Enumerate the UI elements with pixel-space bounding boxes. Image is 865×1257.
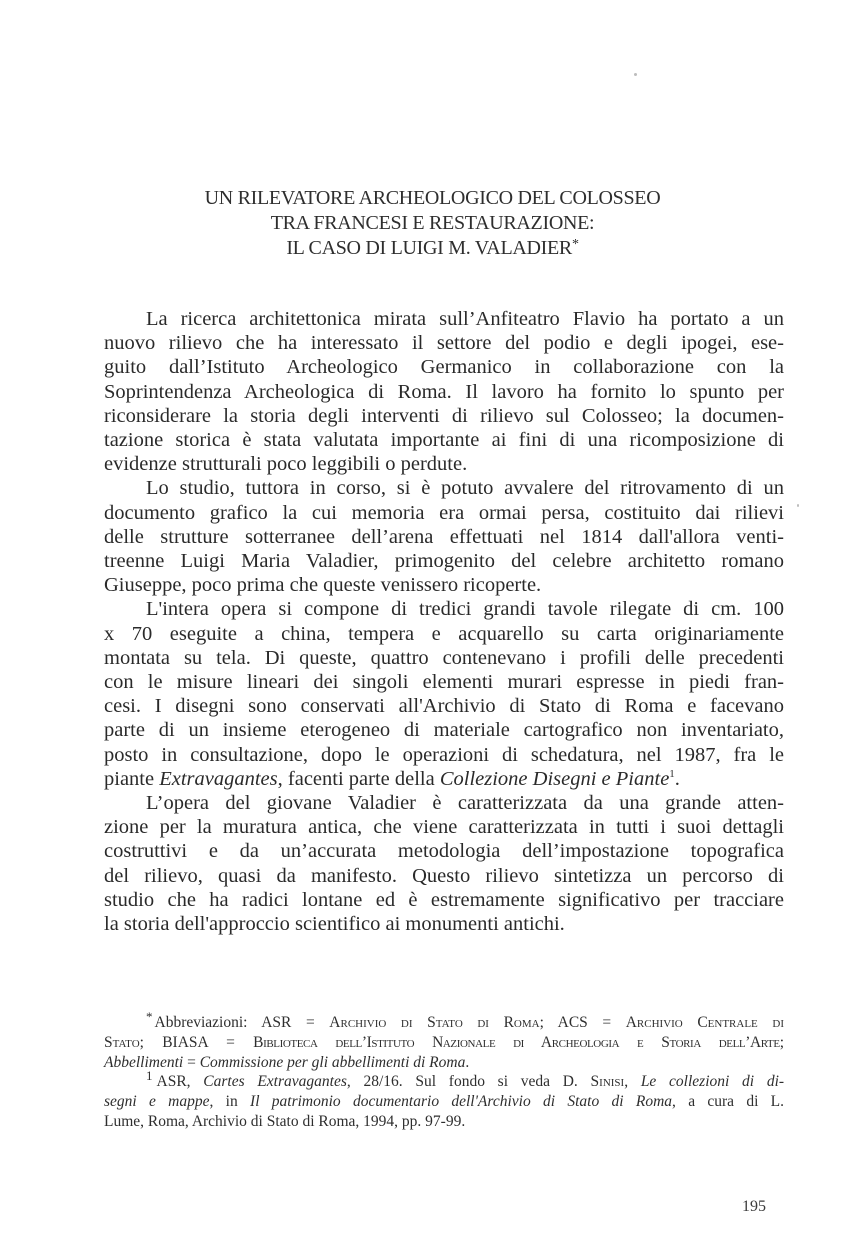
text-run: , a cura di L. (672, 1093, 785, 1111)
footnote-line (104, 1033, 784, 1053)
footnote-marker: * (146, 1009, 153, 1024)
text-run: Il patrimonio documentario dell'Archivio di Stato di Roma (250, 1093, 673, 1111)
page-number: 195 (742, 1198, 766, 1215)
text-line: L'intera opera si compone di tredici grandi tavole rilegate di cm. 100 (146, 598, 784, 621)
paragraph-1 (104, 307, 784, 476)
article-body (104, 307, 784, 936)
text-run: Archivio di Stato di Roma (329, 1014, 540, 1031)
text-line: la storia dell'approccio scientifico ai monumenti antichi. (104, 913, 565, 936)
text-line: riconsiderare la storia degli interventi di rilievo sul Colosseo; la documen- (104, 404, 784, 427)
italic-title: Extravagantes (159, 767, 278, 790)
text-line: tazione storica è stata valutata importante ai fini di una ricomposizione di (104, 429, 784, 452)
footnote-marker: 1 (146, 1068, 153, 1084)
title-line-1: UN RILEVATORE ARCHEOLOGICO DEL COLOSSEO (204, 187, 661, 209)
scan-speck (634, 73, 637, 76)
footnote-line (104, 1092, 784, 1112)
text-run: , 28/16. Sul fondo si veda D. (346, 1073, 591, 1091)
text-run: Sinisi (590, 1073, 625, 1091)
footnote-1 (104, 1068, 785, 1131)
text-line: zione per la muratura antica, che viene caratterizzata in tutti i suoi dettagli (104, 816, 784, 839)
text-run: , facenti parte della (277, 767, 440, 790)
title-line-3 (0, 236, 865, 263)
text-line: studio che ha radici lontane ed è estremamente significativo per tracciare (104, 888, 784, 911)
text-line: con le misure lineari dei singoli elementi murari espresse in piedi fran- (104, 671, 784, 694)
text-run: Le collezioni di di- (640, 1073, 785, 1091)
footnote-star (104, 1009, 784, 1072)
text-run: ; (779, 1033, 784, 1051)
text-line: Giuseppe, poco prima che queste venissero ricoperte. (104, 574, 542, 597)
text-line: posto in consultazione, dopo le operazioni di schedatura, nel 1987, fra le (104, 743, 784, 766)
text-run: segni e mappe (104, 1093, 210, 1111)
text-run: , in (209, 1093, 251, 1111)
text-line (104, 767, 784, 791)
text-run: ASR, (156, 1073, 204, 1091)
text-run: ; ACS = (539, 1014, 626, 1031)
paragraph-3 (104, 597, 784, 791)
text-run: ; BIASA = (139, 1033, 254, 1051)
footnotes (104, 1009, 785, 1132)
text-run: , (624, 1073, 641, 1091)
scan-speck (797, 504, 799, 507)
text-line: Soprintendenza Archeologica di Roma. Il lavoro ha fornito lo spunto per (104, 380, 784, 403)
text-line: guito dall’Istituto Archeologico Germanico in collaborazione con la (104, 356, 784, 379)
text-run: = (183, 1053, 200, 1071)
paragraph-4 (104, 791, 784, 936)
text-run: Archivio Centrale di (625, 1014, 784, 1031)
text-run: Commissione per gli abbellimenti di Roma (199, 1053, 466, 1071)
text-run: . (674, 767, 680, 790)
paragraph-2 (104, 476, 784, 597)
text-run: Cartes Extravagantes (203, 1073, 347, 1091)
footnote-line (104, 1009, 784, 1033)
text-line: L’opera del giovane Valadier è caratterizzata da una grande atten- (146, 792, 784, 815)
footnote-ref: 1 (669, 768, 675, 781)
text-run: Stato (104, 1033, 140, 1051)
text-line: montata su tela. Di queste, quattro contenevano i profili delle precedenti (104, 646, 784, 669)
footnote-line (104, 1068, 785, 1092)
text-line: del rilievo, quasi da manifesto. Questo rilievo sintetizza un percorso di (104, 864, 784, 887)
title-line-2: TRA FRANCESI E RESTAURAZIONE: (270, 212, 595, 234)
text-run: Abbellimenti (104, 1053, 184, 1071)
text-line: Lo studio, tuttora in corso, si è potuto avvalere del ritrovamento di un (146, 477, 784, 500)
article-title (0, 186, 865, 263)
text-line: evidenze strutturali poco leggibili o perdute. (104, 453, 468, 476)
text-line: documento grafico la cui memoria era ormai persa, costituito dai rilievi (104, 501, 784, 524)
text-run: piante (104, 767, 160, 790)
italic-title: Collezione Disegni e Piante (439, 767, 670, 790)
text-line: treenne Luigi Maria Valadier, primogenito del celebre architetto romano (104, 550, 784, 573)
title-footnote-marker: * (571, 237, 579, 252)
text-line: nuovo rilievo che ha interessato il settore del podio e degli ipogei, ese- (104, 332, 784, 355)
text-run: Abbreviazioni: ASR = (154, 1014, 330, 1031)
text-line: parte di un insieme eterogeneo di materiale cartografico non inventariato, (104, 719, 784, 742)
footnote-line (104, 1053, 784, 1073)
text-line: La ricerca architettonica mirata sull’Anfiteatro Flavio ha portato a un (146, 308, 784, 330)
text-line: cesi. I disegni sono conservati all'Archivio di Stato di Roma e facevano (104, 695, 784, 718)
text-run: Biblioteca dell’Istituto Nazionale di Archeologia e Storia dell’Arte (253, 1033, 780, 1051)
text-line: costruttivi e da un’accurata metodologia dell’impostazione topografica (104, 840, 784, 863)
text-run: . (465, 1053, 470, 1071)
text-line: x 70 eseguite a china, tempera e acquarello su carta originariamente (104, 622, 784, 645)
text-line: delle strutture sotterranee dell’arena effettuati nel 1814 dall'allora venti- (104, 525, 784, 548)
title-line-3-text: IL CASO DI LUIGI M. VALADIER (286, 237, 572, 259)
footnote-line: Lume, Roma, Archivio di Stato di Roma, 1994, pp. 97-99. (104, 1112, 466, 1130)
